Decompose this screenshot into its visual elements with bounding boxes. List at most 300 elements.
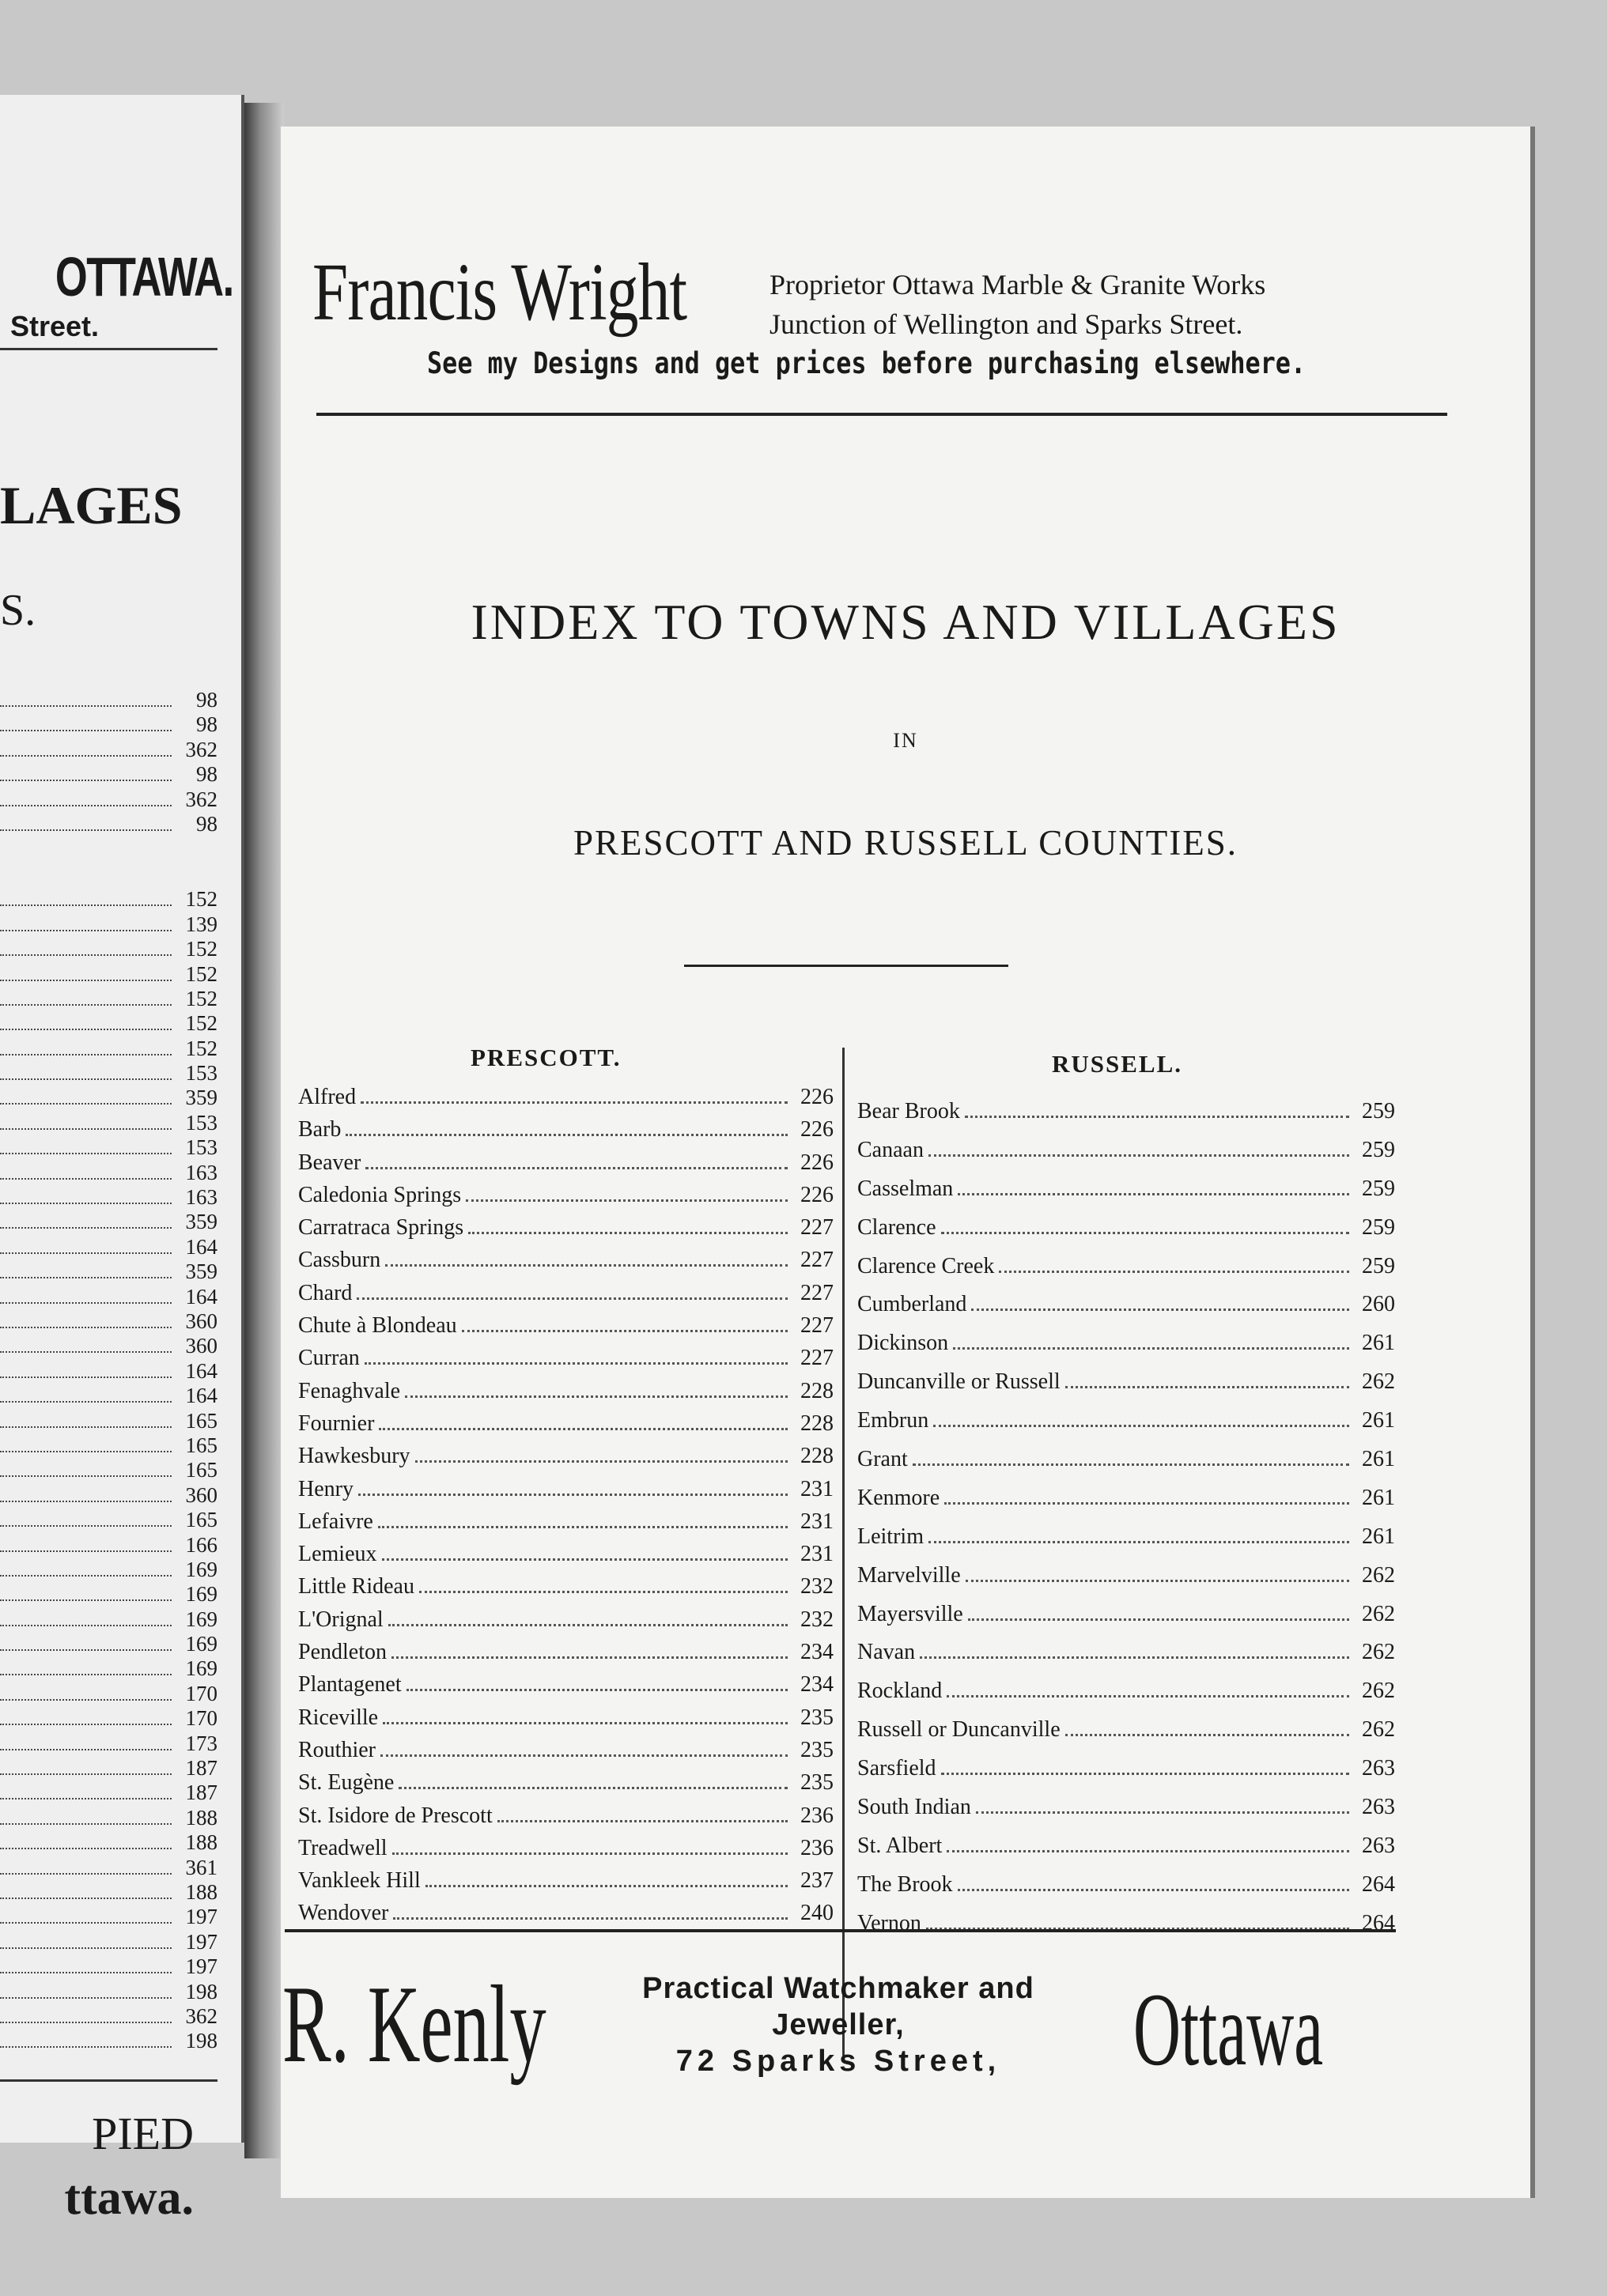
left-page-entry: [0, 1731, 217, 1756]
left-page-entry: [0, 887, 217, 912]
left-page-entry: [0, 738, 217, 762]
dot-leader: [0, 705, 172, 707]
dot-leader: [0, 1972, 172, 1973]
dot-leader: [965, 1116, 1349, 1118]
page-number: 231: [800, 1542, 834, 1567]
dot-leader: [958, 1193, 1349, 1195]
dot-leader: [0, 1128, 172, 1130]
dot-leader: [462, 1330, 788, 1332]
page-number: 169: [185, 1607, 217, 1631]
index-entry: [857, 1447, 1395, 1486]
page-number: 360: [185, 1334, 217, 1358]
left-page-entry: [0, 1409, 217, 1433]
index-entry: [298, 1313, 834, 1346]
dot-leader: [953, 1347, 1349, 1350]
dot-leader: [497, 1820, 788, 1822]
page-number: 139: [185, 912, 217, 936]
dot-leader: [0, 1773, 172, 1775]
town-name: Dickinson: [857, 1331, 949, 1356]
dot-leader: [976, 1811, 1349, 1814]
town-name: Leitrim: [857, 1524, 924, 1549]
title-connector: IN: [893, 729, 918, 752]
town-name: Wendover: [298, 1901, 389, 1926]
dot-leader: [0, 1848, 172, 1849]
left-page-entry: [0, 2004, 217, 2029]
page-number: 261: [1362, 1524, 1395, 1549]
dot-leader: [425, 1885, 788, 1887]
dot-leader: [941, 1773, 1349, 1775]
town-name: Kenmore: [857, 1485, 940, 1510]
dot-leader: [0, 1277, 172, 1278]
town-name: Alfred: [298, 1085, 357, 1109]
advertiser-address: 72 Sparks Street,: [675, 2045, 1001, 2078]
town-name: St. Eugène: [298, 1770, 395, 1796]
left-page-entry: [0, 1285, 217, 1309]
dot-leader: [0, 1724, 172, 1725]
index-entry: [298, 1411, 834, 1444]
page-number: 169: [185, 1632, 217, 1656]
page-number: 164: [185, 1358, 217, 1383]
town-name: Fenaghvale: [298, 1378, 401, 1403]
page-number: 153: [185, 1110, 217, 1135]
advertiser-tagline: See my Designs and get prices before purchasing elsewhere.: [427, 346, 1306, 380]
page-number: 232: [800, 1607, 834, 1632]
town-name: L'Orignal: [298, 1607, 384, 1632]
page-number: 163: [185, 1185, 217, 1210]
page-number: 359: [185, 1086, 217, 1110]
dot-leader: [0, 1302, 172, 1304]
dot-leader: [968, 1618, 1349, 1621]
index-entry: [857, 1254, 1395, 1293]
page-number: 262: [1362, 1369, 1395, 1395]
left-page-entry: [0, 1037, 217, 1061]
index-entry: [298, 1379, 834, 1411]
dot-leader: [468, 1232, 788, 1234]
dot-leader: [0, 1203, 172, 1204]
left-page-entry: [0, 1806, 217, 1830]
page-number: 362: [185, 737, 217, 761]
left-page-entry: [0, 1061, 217, 1086]
dot-leader: [358, 1494, 788, 1496]
page-number: 198: [185, 1979, 217, 2003]
left-page-bottom-line2: ttawa.: [64, 2171, 194, 2225]
index-entry: [857, 1292, 1395, 1331]
left-page-entry: [0, 1830, 217, 1855]
page-number: 197: [185, 1905, 217, 1929]
page-number: 197: [185, 1954, 217, 1979]
left-page-entry: [0, 1359, 217, 1384]
page-number: 153: [185, 1135, 217, 1160]
left-page-entry: [0, 1384, 217, 1408]
index-entry: [298, 1281, 834, 1313]
page-number: 152: [185, 937, 217, 961]
index-entry: [298, 1738, 834, 1770]
index-entry: [857, 1679, 1395, 1717]
page-number: 169: [185, 1656, 217, 1681]
index-entry: [298, 1346, 834, 1378]
left-page-entry: [0, 1483, 217, 1508]
dot-leader: [958, 1889, 1349, 1891]
index-entry: [298, 1607, 834, 1640]
dot-leader: [399, 1787, 788, 1789]
index-entry: [857, 1563, 1395, 1602]
left-page-entry: [0, 2029, 217, 2053]
page-number: 236: [800, 1803, 834, 1828]
left-page-entry: [0, 688, 217, 712]
left-page-entry: [0, 1161, 217, 1185]
index-entry: [298, 1770, 834, 1803]
left-page-entry: [0, 1508, 217, 1532]
page-number: 98: [196, 688, 217, 712]
town-name: Chard: [298, 1280, 353, 1305]
town-name: Rockland: [857, 1679, 943, 1704]
town-name: Embrun: [857, 1408, 929, 1433]
index-entry: [857, 1717, 1395, 1756]
russell-list: [857, 1099, 1395, 1950]
left-page-entry: [0, 1086, 217, 1110]
left-page-entry: [0, 937, 217, 961]
page-number: 262: [1362, 1679, 1395, 1704]
left-page-entry: [0, 1980, 217, 2004]
dot-leader: [0, 1599, 172, 1601]
dot-leader: [405, 1395, 788, 1398]
town-name: Lemieux: [298, 1542, 377, 1567]
left-page-entry: [0, 812, 217, 836]
page-number: 188: [185, 1805, 217, 1830]
page-number: 198: [185, 2029, 217, 2053]
dot-leader: [0, 1550, 172, 1552]
left-page-heading-fragment: LAGES: [0, 475, 183, 535]
advertiser-line1: Proprietor Ottawa Marble & Granite Works: [769, 269, 1266, 300]
page-number: 170: [185, 1681, 217, 1705]
page-number: 359: [185, 1259, 217, 1284]
town-name: Vernon: [857, 1910, 921, 1935]
advertiser-name: R. Kenly: [282, 1963, 546, 2086]
dot-leader: [0, 1674, 172, 1675]
page-number: 164: [185, 1234, 217, 1259]
page-number: 152: [185, 986, 217, 1010]
dot-leader: [0, 954, 172, 956]
prescott-heading: PRESCOTT.: [471, 1044, 622, 1071]
index-entry: [298, 1215, 834, 1248]
page-number: 164: [185, 1284, 217, 1308]
page-number: 259: [1362, 1176, 1395, 1201]
index-entry: [298, 1117, 834, 1150]
left-page-entry: [0, 987, 217, 1011]
previous-page-edge: [0, 95, 244, 2225]
town-name: Henry: [298, 1476, 354, 1501]
left-page-bottom-line1: PIED: [92, 2108, 194, 2159]
page-number: 165: [185, 1508, 217, 1532]
dot-leader: [0, 1029, 172, 1030]
index-entry: [298, 1640, 834, 1672]
page-number: 227: [800, 1280, 834, 1305]
page-number: 261: [1362, 1447, 1395, 1472]
left-page-rule: [0, 348, 217, 350]
page-number: 98: [196, 811, 217, 836]
page-number: 262: [1362, 1717, 1395, 1743]
dot-leader: [0, 1004, 172, 1006]
page-number: 240: [800, 1901, 834, 1926]
page-number: 234: [800, 1640, 834, 1665]
advertiser-line1: Practical Watchmaker and: [642, 1972, 1034, 2005]
page-number: 188: [185, 1830, 217, 1855]
index-entry: [857, 1099, 1395, 1138]
town-name: Barb: [298, 1117, 342, 1142]
town-name: Hawkesbury: [298, 1444, 410, 1469]
dot-leader: [0, 2046, 172, 2048]
dot-leader: [0, 1426, 172, 1428]
left-page-street: Street.: [9, 310, 99, 342]
town-name: Cassburn: [298, 1248, 381, 1273]
page-number: 226: [800, 1117, 834, 1142]
page-number: 187: [185, 1781, 217, 1805]
dot-leader: [0, 1153, 172, 1154]
page-number: 188: [185, 1879, 217, 1904]
dot-leader: [971, 1308, 1349, 1311]
index-entry: [298, 1444, 834, 1476]
page-number: 98: [196, 762, 217, 787]
town-name: Navan: [857, 1640, 916, 1665]
page-number: 152: [185, 1011, 217, 1036]
left-page-entry: [0, 762, 217, 787]
town-name: Vankleek Hill: [298, 1868, 421, 1894]
left-page-entry: [0, 1111, 217, 1135]
page-number: 264: [1362, 1910, 1395, 1935]
page-number: 263: [1362, 1756, 1395, 1781]
page-number: 261: [1362, 1331, 1395, 1356]
dot-leader: [365, 1362, 788, 1365]
dot-leader: [0, 1873, 172, 1875]
dot-leader: [0, 730, 172, 731]
town-name: Chute à Blondeau: [298, 1313, 457, 1339]
dot-leader: [0, 1749, 172, 1750]
page-number: 235: [800, 1705, 834, 1730]
left-page-entry: [0, 1210, 217, 1234]
index-entry: [857, 1640, 1395, 1679]
dot-leader: [0, 1475, 172, 1477]
page-number: 169: [185, 1582, 217, 1607]
left-page-entry: [0, 912, 217, 937]
page-number: 263: [1362, 1833, 1395, 1858]
dot-leader: [0, 980, 172, 981]
page-number: 165: [185, 1408, 217, 1433]
book-gutter: [244, 103, 284, 2158]
left-page-entry: [0, 787, 217, 812]
town-name: St. Albert: [857, 1833, 943, 1858]
page-number: 226: [800, 1182, 834, 1207]
left-page-entry: [0, 1954, 217, 1979]
index-entry: [298, 1248, 834, 1280]
page-number: 237: [800, 1868, 834, 1894]
page-number: 166: [185, 1532, 217, 1557]
dot-leader: [0, 1898, 172, 1899]
left-page-entry: [0, 1582, 217, 1607]
left-page-subheading-fragment: S.: [0, 586, 36, 635]
dot-leader: [0, 1501, 172, 1502]
advertiser-city: Ottawa: [1133, 1971, 1324, 2087]
page-number: 259: [1362, 1214, 1395, 1240]
left-page-entry: [0, 1706, 217, 1731]
left-page-entry: [0, 1011, 217, 1036]
page-number: 360: [185, 1308, 217, 1333]
dot-leader: [385, 1264, 788, 1267]
dot-leader: [379, 1428, 788, 1430]
dot-leader: [0, 755, 172, 757]
dot-leader: [0, 1798, 172, 1799]
dot-leader: [0, 904, 172, 906]
page-number: 165: [185, 1458, 217, 1482]
town-name: Bear Brook: [857, 1099, 960, 1123]
footer-rule: [285, 1929, 1396, 1932]
dot-leader: [0, 1575, 172, 1577]
page-number: 231: [800, 1509, 834, 1534]
index-entry: [298, 1183, 834, 1215]
dot-leader: [361, 1101, 788, 1104]
town-name: Cumberland: [857, 1292, 967, 1317]
dot-leader: [947, 1695, 1349, 1697]
town-name: Marvelville: [857, 1562, 961, 1588]
index-entry: [857, 1833, 1395, 1872]
town-name: Clarence Creek: [857, 1253, 995, 1278]
dot-leader: [0, 1823, 172, 1825]
town-name: Grant: [857, 1447, 908, 1472]
dot-leader: [947, 1850, 1349, 1852]
page-number: 164: [185, 1384, 217, 1408]
dot-leader: [0, 1078, 172, 1080]
index-entry: [857, 1795, 1395, 1833]
town-name: Carratraca Springs: [298, 1215, 464, 1241]
left-page-entry: [0, 1930, 217, 1954]
index-entry: [298, 1803, 834, 1836]
index-entry: [298, 1836, 834, 1868]
page-number: 226: [800, 1150, 834, 1175]
index-entry: [857, 1756, 1395, 1795]
town-name: Canaan: [857, 1137, 924, 1162]
town-name: Sarsfield: [857, 1756, 936, 1781]
page-number: 197: [185, 1929, 217, 1954]
advertiser-name: Francis Wright: [312, 247, 687, 338]
dot-leader: [0, 1252, 172, 1254]
page-number: 187: [185, 1756, 217, 1781]
left-page-entry: [0, 1682, 217, 1706]
dot-leader: [0, 1649, 172, 1651]
page-number: 362: [185, 2003, 217, 2028]
dot-leader: [0, 780, 172, 781]
page-number: 236: [800, 1835, 834, 1860]
town-name: Beaver: [298, 1150, 361, 1175]
town-name: Clarence: [857, 1214, 936, 1240]
index-entry: [298, 1509, 834, 1542]
page-title: INDEX TO TOWNS AND VILLAGES: [471, 594, 1340, 650]
dot-leader: [380, 1754, 788, 1757]
dot-leader: [0, 1997, 172, 1999]
column-divider: [842, 1048, 845, 2056]
page-number: 98: [196, 712, 217, 737]
dot-leader: [0, 1922, 172, 1924]
left-page-entry: [0, 1781, 217, 1805]
dot-leader: [365, 1167, 788, 1169]
dot-leader: [0, 2022, 172, 2023]
index-entry: [298, 1150, 834, 1183]
town-name: Routhier: [298, 1737, 376, 1762]
dot-leader: [0, 1178, 172, 1180]
page-number: 228: [800, 1444, 834, 1469]
left-page-entry: [0, 962, 217, 987]
page-number: 227: [800, 1215, 834, 1241]
dot-leader: [378, 1526, 788, 1528]
advertiser-details: [585, 1970, 1091, 2079]
index-entry: [857, 1486, 1395, 1524]
index-entry: [298, 1672, 834, 1705]
dot-leader: [0, 1054, 172, 1055]
dot-leader: [0, 1699, 172, 1701]
town-name: St. Isidore de Prescott: [298, 1803, 493, 1828]
dot-leader: [419, 1591, 788, 1593]
page-number: 153: [185, 1061, 217, 1086]
dot-leader: [920, 1656, 1349, 1659]
page-number: 261: [1362, 1485, 1395, 1510]
left-page-entry: [0, 1905, 217, 1929]
left-page-entry: [0, 1259, 217, 1284]
page-number: 163: [185, 1160, 217, 1184]
town-name: Riceville: [298, 1705, 379, 1730]
page-number: 231: [800, 1476, 834, 1501]
town-name: Caledonia Springs: [298, 1182, 462, 1207]
russell-heading: RUSSELL.: [1052, 1050, 1183, 1078]
left-page-entry: [0, 1632, 217, 1656]
advertiser-line2: Junction of Wellington and Sparks Street.: [769, 308, 1243, 340]
page-number: 235: [800, 1770, 834, 1796]
page-number: 360: [185, 1482, 217, 1507]
dot-leader: [966, 1580, 1349, 1582]
index-entry: [857, 1138, 1395, 1176]
dot-leader: [941, 1232, 1350, 1234]
dot-leader: [0, 1351, 172, 1353]
dot-leader: [466, 1199, 788, 1202]
dot-leader: [944, 1502, 1349, 1505]
prescott-list: [298, 1085, 834, 1934]
index-entry: [857, 1408, 1395, 1447]
page-number: 263: [1362, 1795, 1395, 1820]
dot-leader: [913, 1463, 1349, 1466]
dot-leader: [928, 1541, 1349, 1543]
page-subtitle: PRESCOTT AND RUSSELL COUNTIES.: [573, 823, 1238, 863]
index-entry: [857, 1602, 1395, 1641]
left-page-number-column: [0, 688, 217, 2054]
page-number: 262: [1362, 1640, 1395, 1665]
header-rule: [316, 413, 1447, 416]
dot-leader: [0, 1103, 172, 1105]
index-entry: [857, 1369, 1395, 1408]
town-name: The Brook: [857, 1871, 953, 1897]
dot-leader: [0, 1227, 172, 1229]
page-number: 228: [800, 1410, 834, 1436]
index-entry: [857, 1524, 1395, 1563]
index-entry: [298, 1477, 834, 1509]
dot-leader: [0, 1401, 172, 1403]
index-entry: [857, 1176, 1395, 1215]
left-page-city: OTTAWA.: [55, 246, 233, 308]
left-page-entry: [0, 1756, 217, 1781]
left-page-entry: [0, 712, 217, 737]
left-page-entry: [0, 1607, 217, 1632]
dot-leader: [392, 1852, 788, 1855]
page-number: 359: [185, 1210, 217, 1234]
dot-leader: [388, 1624, 788, 1626]
page-number: 262: [1362, 1562, 1395, 1588]
left-page-entry: [0, 1433, 217, 1458]
